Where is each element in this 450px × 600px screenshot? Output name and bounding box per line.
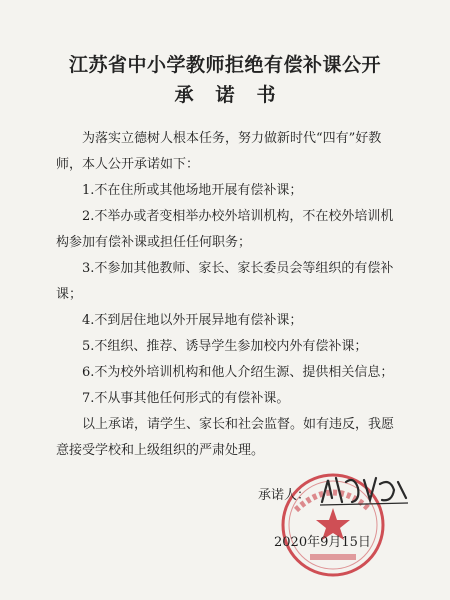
pledge-item-3: 3.不参加其他教师、家长、家长委员会等组织的有偿补课； <box>56 261 394 302</box>
pledge-item-6: 6.不为校外培训机构和他人介绍生源、提供相关信息； <box>82 365 394 380</box>
closing-paragraph: 以上承诺，请学生、家长和社会监督。如有违反，我愿意接受学校和上级组织的严肃处理。 <box>56 417 395 458</box>
signer-label: 承诺人： <box>258 488 311 503</box>
document-title-line2: 承诺书 <box>174 84 298 106</box>
document-body <box>56 126 401 464</box>
signature-icon <box>318 472 410 508</box>
document-date: 2020年9月15日 <box>274 535 371 550</box>
pledge-item-5: 5.不组织、推荐、诱导学生参加校内外有偿补课； <box>82 339 368 354</box>
pledge-item-2: 2.不举办或者变相举办校外培训机构，不在校外培训机构参加有偿补课或担任任何职务； <box>56 209 394 250</box>
pledge-item-7: 7.不从事其他任何形式的有偿补课。 <box>82 391 290 406</box>
intro-paragraph: 为落实立德树人根本任务，努力做新时代“四有”好教师，本人公开承诺如下： <box>56 131 382 172</box>
pledge-item-1: 1.不在住所或其他场地开展有偿补课； <box>82 183 303 198</box>
document-title-line1: 江苏省中小学教师拒绝有偿补课公开 <box>68 54 381 76</box>
pledge-item-4: 4.不到居住地以外开展异地有偿补课； <box>82 313 303 328</box>
